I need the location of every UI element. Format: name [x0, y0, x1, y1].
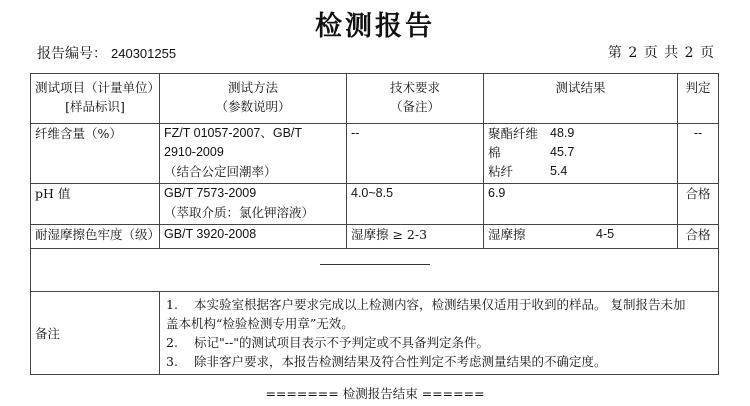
- report-number-label: 报告编号：: [37, 46, 107, 62]
- requirement-cell: 4.0~8.5: [347, 184, 484, 225]
- report-number: [37, 43, 176, 63]
- table-row: [31, 124, 719, 184]
- result-cell: 聚酯纤维 48.9 棉 45.7 粘纤 5.4: [484, 124, 678, 184]
- notes-label: 备注: [31, 292, 160, 375]
- report-end-footer: ======= 检测报告结束 ======: [265, 386, 485, 401]
- header-row: [31, 74, 719, 124]
- table-row: [31, 184, 719, 225]
- results-table: [30, 73, 719, 375]
- requirement-cell: 湿摩擦 ≥ 2-3: [347, 225, 484, 249]
- item-cell: pH 值: [31, 184, 160, 225]
- method-cell: GB/T 3920-2008: [160, 225, 347, 249]
- judgement-cell: 合格: [678, 184, 719, 225]
- result-cell: 6.9: [484, 184, 678, 225]
- blank-row: [31, 249, 719, 292]
- judgement-cell: --: [678, 124, 719, 184]
- header-item: 测试项目（计量单位） [样品标识]: [31, 74, 160, 124]
- item-cell: 耐湿摩擦色牢度（级）: [31, 225, 160, 249]
- notes-row: [31, 292, 719, 375]
- blank-row-divider: [320, 264, 430, 265]
- header-result: 测试结果: [484, 74, 678, 124]
- judgement-cell: 合格: [678, 225, 719, 249]
- report-number-value: 240301255: [111, 46, 177, 61]
- item-cell: 纤维含量（%）: [31, 124, 160, 184]
- result-cell: 湿摩擦 4-5: [484, 225, 678, 249]
- header-requirement: 技术要求 （备注）: [347, 74, 484, 124]
- requirement-cell: --: [347, 124, 484, 184]
- report-title: 检测报告: [315, 11, 435, 42]
- notes-cell: 1. 本实验室根据客户要求完成以上检测内容，检测结果仅适用于收到的样品。 复制报告未加 盖本机构“检验检测专用章”无效。 2. 标记"--"的测试项目表示不予判定或不具备判定条件。 3. 除非客户要求，本报告检测结果及符合性判定不考虑测量结果的不确定度。: [160, 292, 719, 375]
- header-judgement: 判定: [678, 74, 719, 124]
- method-cell: GB/T 7573-2009 （萃取介质：氯化钾溶液）: [160, 184, 347, 225]
- method-cell: FZ/T 01057-2007、GB/T 2910-2009 （结合公定回潮率）: [160, 124, 347, 184]
- table-row: [31, 225, 719, 249]
- page-info: 第 2 页 共 2 页: [607, 45, 714, 61]
- header-method: 测试方法 （参数说明）: [160, 74, 347, 124]
